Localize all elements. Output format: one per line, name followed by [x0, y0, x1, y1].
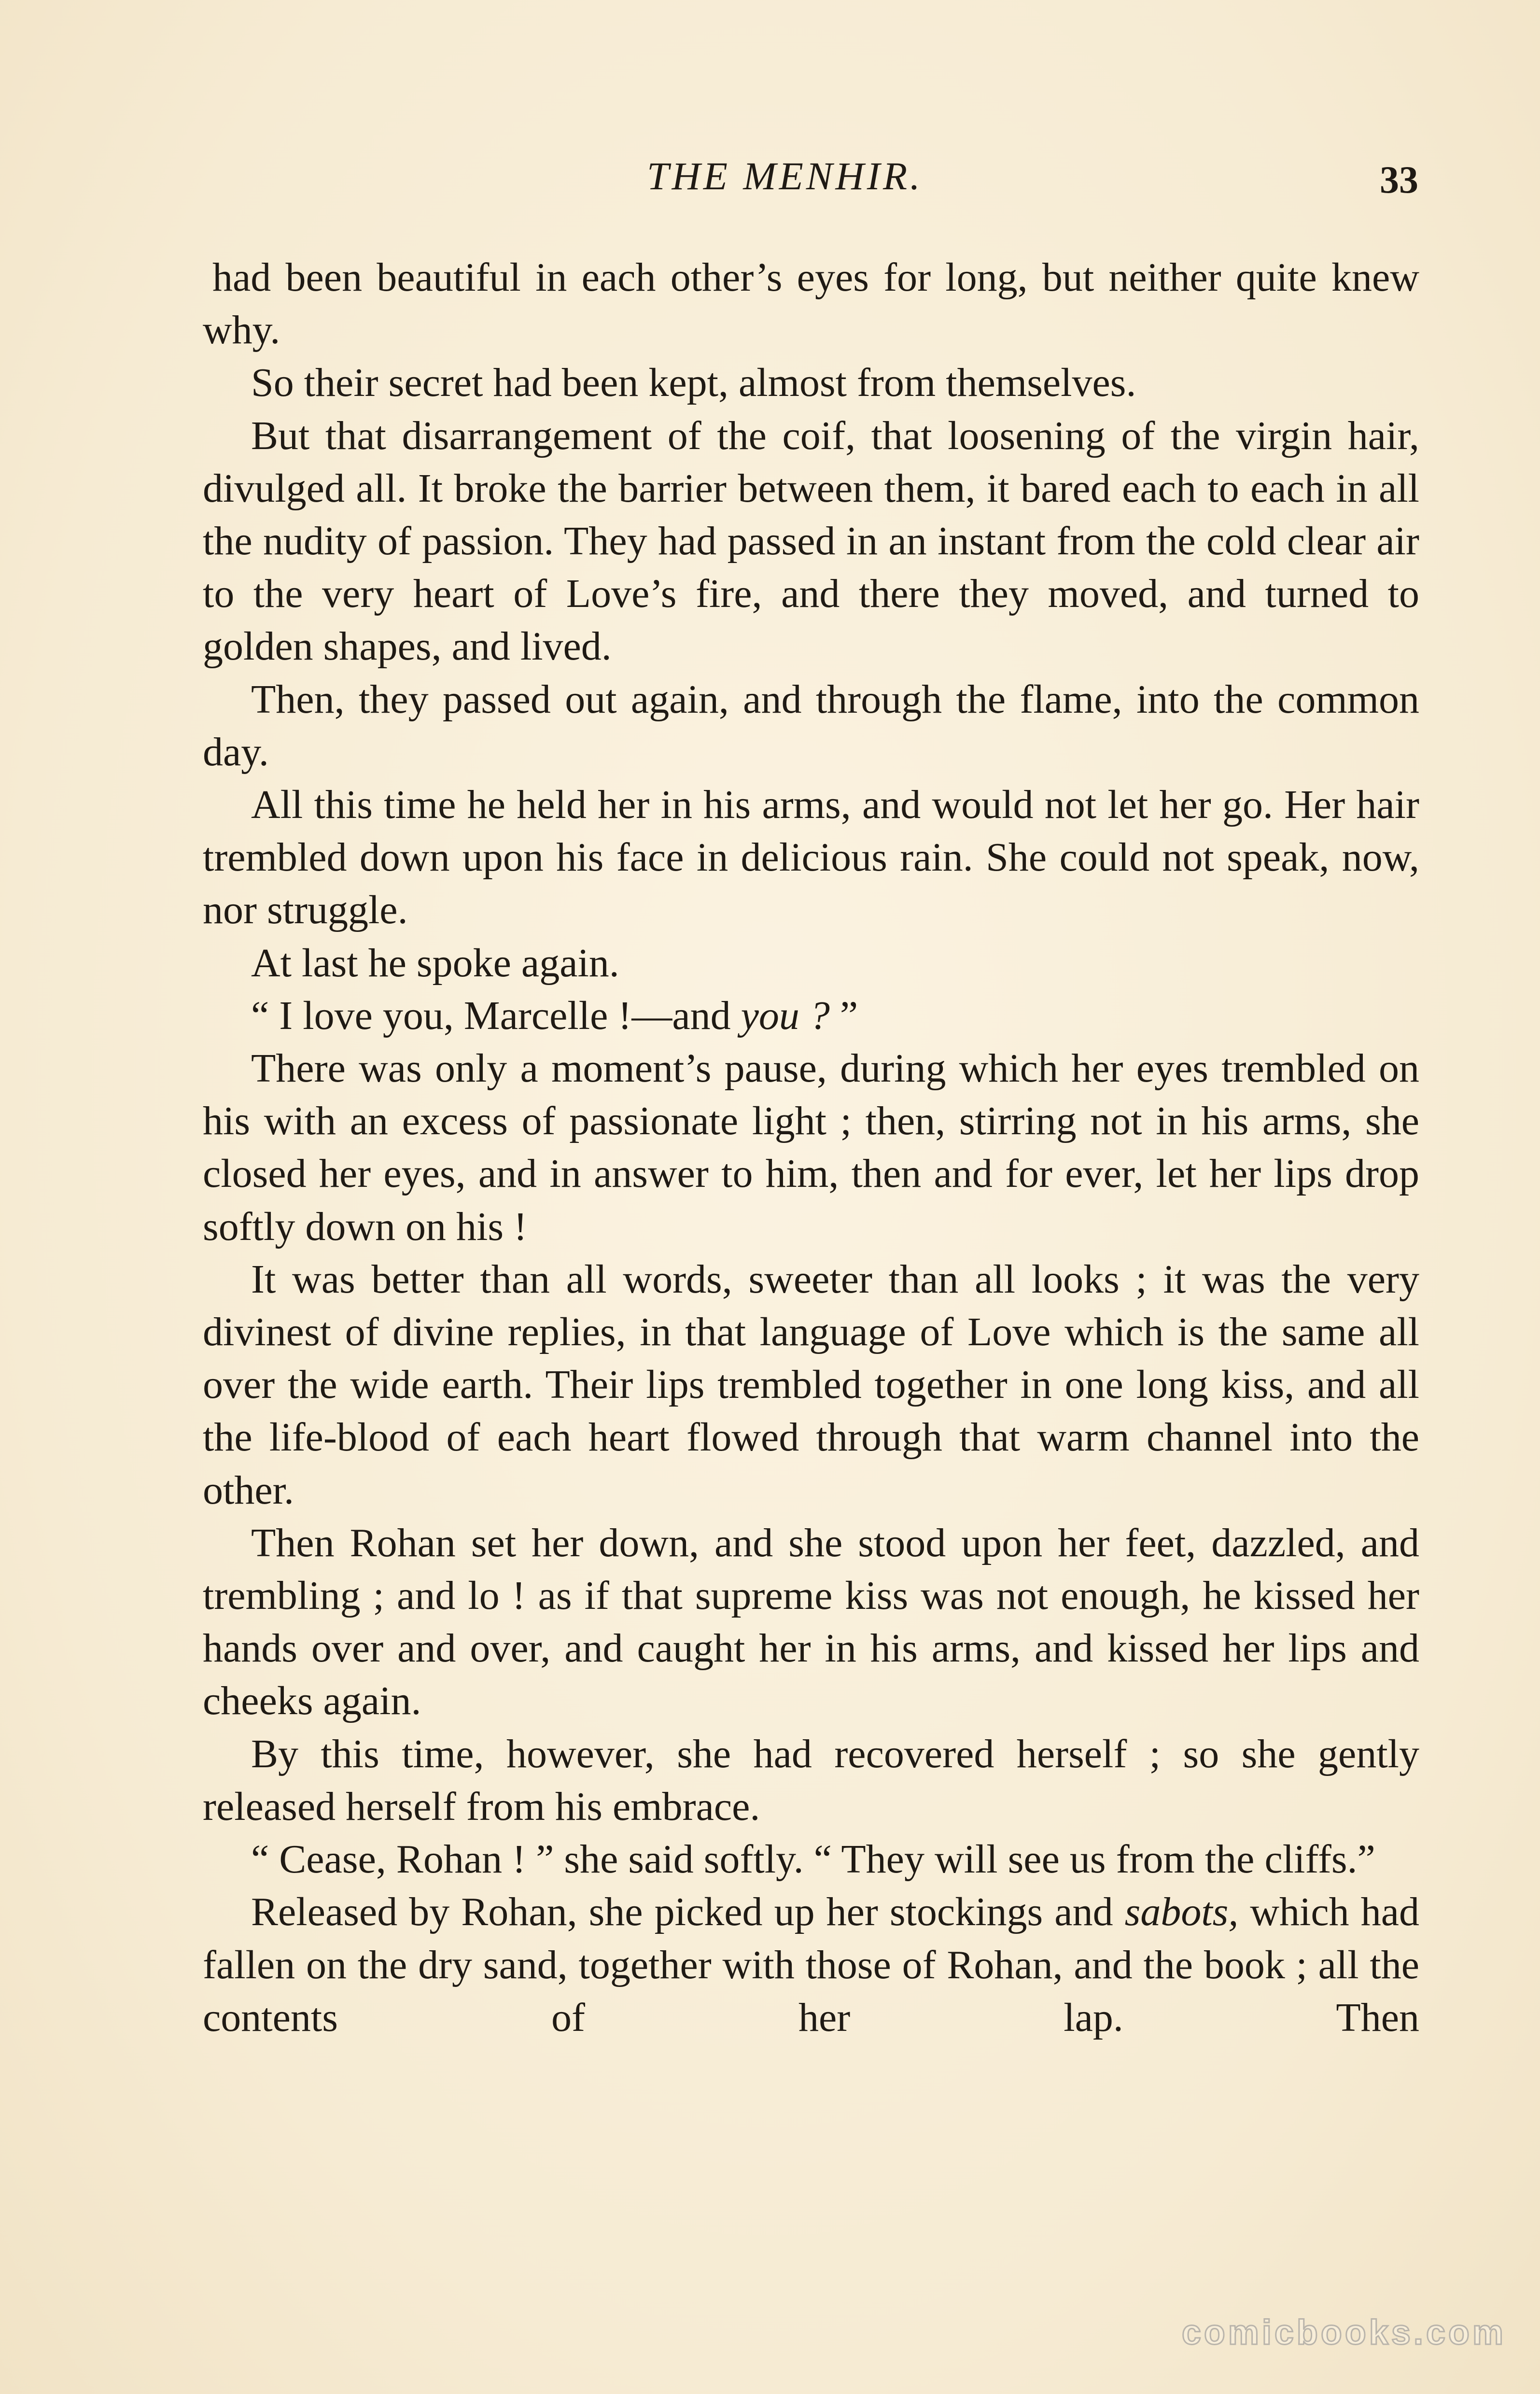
- running-head: [0, 154, 1540, 207]
- page-number: 33: [1380, 159, 1418, 201]
- paragraph: [203, 1886, 1419, 2044]
- paragraph: At last he spoke again.: [251, 940, 619, 986]
- paragraph: By this time, however, she had recovered herself ; so she gently released herself from his embrace.: [203, 1731, 1419, 1829]
- paragraph: had been beautiful in each other’s eyes for long, but neither quite knew why.: [203, 255, 1419, 353]
- paragraph-text: Released by Rohan, she picked up her stockings and: [251, 1889, 1125, 1935]
- paragraph: [203, 989, 1419, 1042]
- paragraph-text: ”: [829, 993, 858, 1038]
- paragraph: There was only a moment’s pause, during which her eyes trembled on his with an excess of passionate light ; then, stirring not in his arms, she closed her eyes, and in answer to him, then and for ever, let her lips drop softly down on his !: [203, 1046, 1419, 1249]
- paragraph: All this time he held her in his arms, and would not let her go. Her hair trembled down upon his face in delicious rain. She could not speak, now, nor struggle.: [203, 782, 1419, 933]
- running-title: THE MENHIR.: [647, 154, 923, 198]
- paragraph: Then Rohan set her down, and she stood upon her feet, dazzled, and trembling ; and lo ! as if that supreme kiss was not enough, he kissed her hands over and over, and caught her in his arms, and kissed her lips and cheeks again.: [203, 1520, 1419, 1724]
- italic-text: sabots,: [1124, 1889, 1239, 1935]
- site-watermark: comicbooks.com: [1181, 2313, 1506, 2352]
- paragraph: It was better than all words, sweeter than all looks ; it was the very divinest of divine replies, in that language of Love which is the same all over the wide earth. Their lips trembled together in one long kiss, and all the life-blood of each heart flowed through that warm channel into the other.: [203, 1256, 1419, 1513]
- paragraph: Then, they passed out again, and through the flame, into the common day.: [203, 676, 1419, 775]
- body-text: [203, 251, 1419, 2044]
- paragraph-text: which had fallen on the dry sand, together with those of Rohan, and the book ; all the contents of her lap. Then: [203, 1889, 1419, 2040]
- paragraph-text: “ I love you, Marcelle !—and: [251, 993, 741, 1038]
- italic-text: you ?: [741, 993, 830, 1038]
- paragraph: But that disarrangement of the coif, that loosening of the virgin hair, divulged all. It broke the barrier between them, it bared each to each in all the nudity of passion. They had passed in an instant from the cold clear air to the very heart of Love’s fire, and there they moved, and turned to golden shapes, and lived.: [203, 413, 1419, 669]
- paragraph: So their secret had been kept, almost from themselves.: [251, 360, 1136, 406]
- paragraph: “ Cease, Rohan ! ” she said softly. “ They will see us from the cliffs.”: [251, 1837, 1375, 1882]
